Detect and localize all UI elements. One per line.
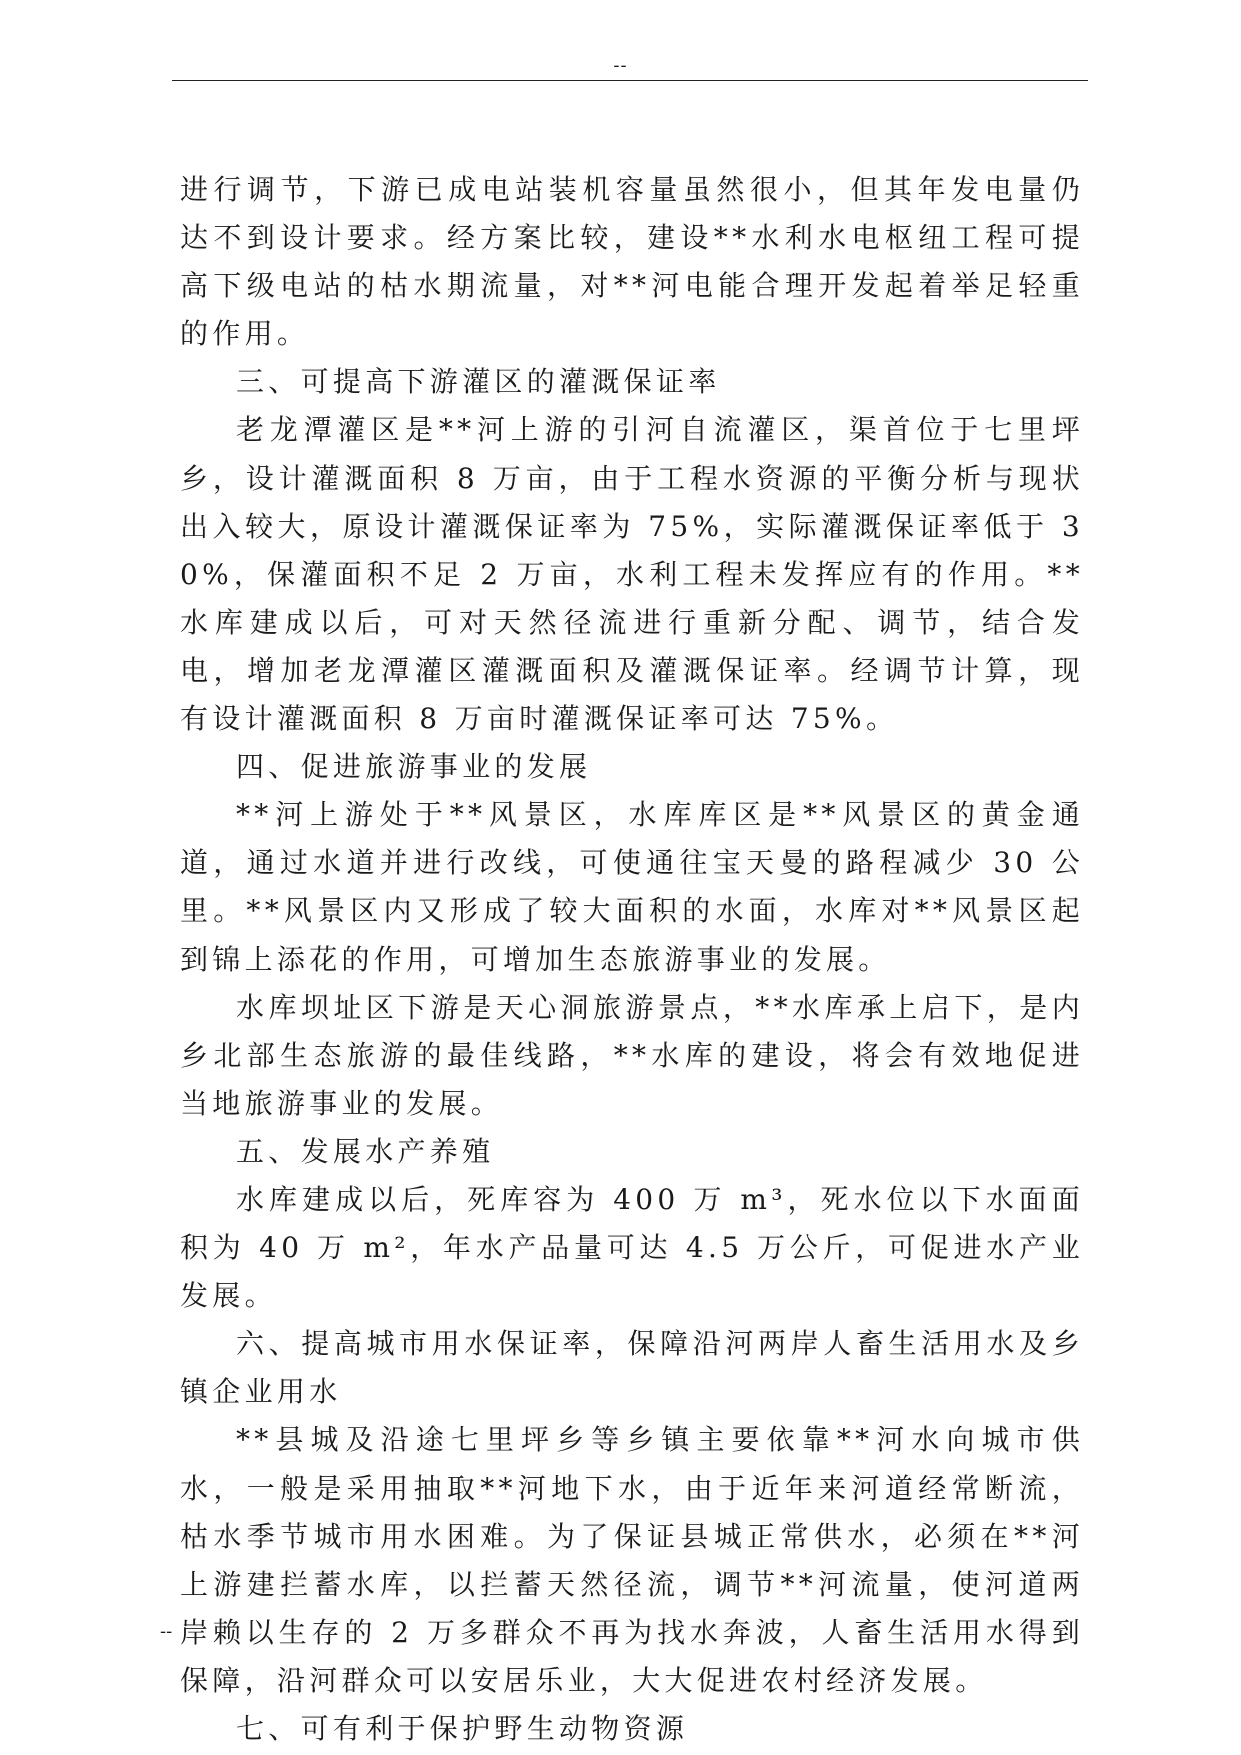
section-heading-6: 六、提高城市用水保证率，保障沿河两岸人畜生活用水及乡镇企业用水 xyxy=(180,1327,1084,1409)
section-heading-3: 三、可提高下游灌区的灌溉保证率 xyxy=(236,365,721,399)
header-divider xyxy=(172,80,1088,81)
paragraph-tourism-2: 水库坝址区下游是天心洞旅游景点，**水库承上启下，是内乡北部生态旅游的最佳线路，**水库的建设，将会有效地促进当地旅游事业的发展。 xyxy=(180,990,1084,1120)
paragraph-water-supply: **县城及沿途七里坪乡等乡镇主要依靠**河水向城市供水，一般是采用抽取**河地下水，由于近年来河道经常断流，枯水季节城市用水困难。为了保证县城正常供水，必须在**河上游建拦蓄水库，以拦蓄天然径流，调节**河流量，使河道两岸赖以生存的 2 万多群众不再为找水奔波，人畜生活用水得到保障，沿河群众可以安居乐业，大大促进农村经济发展。 xyxy=(180,1423,1084,1697)
section-heading-5: 五、发展水产养殖 xyxy=(236,1134,495,1168)
section-heading-7: 七、可有利于保护野生动物资源 xyxy=(236,1712,689,1745)
page-header-mark: -- xyxy=(613,55,628,76)
section-heading-4: 四、促进旅游事业的发展 xyxy=(236,750,592,784)
document-body xyxy=(180,166,1084,1753)
paragraph-continued: 进行调节，下游已成电站装机容量虽然很小，但其年发电量仍达不到设计要求。经方案比较，建设**水利水电枢纽工程可提高下级电站的枯水期流量，对**河电能合理开发起着举足轻重的作用。 xyxy=(180,173,1084,351)
paragraph-aquaculture: 水库建成以后，死库容为 400 万 m³，死水位以下水面面积为 40 万 m²，年水产品量可达 4.5 万公斤，可促进水产业发展。 xyxy=(180,1182,1084,1313)
paragraph-tourism-1: **河上游处于**风景区，水库库区是**风景区的黄金通道，通过水道并进行改线，可使通往宝天曼的路程减少 30 公里。**风景区内又形成了较大面积的水面，水库对**风景区起到锦上添花的作用，可增加生态旅游事业的发展。 xyxy=(180,798,1084,976)
paragraph-irrigation: 老龙潭灌区是**河上游的引河自流灌区，渠首位于七里坪乡，设计灌溉面积 8 万亩，由于工程水资源的平衡分析与现状出入较大，原设计灌溉保证率为 75%，实际灌溉保证率低于 30%，保灌面积不足 2 万亩，水利工程未发挥应有的作用。**水库建成以后，可对天然径流进行重新分配、调节，结合发电，增加老龙潭灌区灌溉面积及灌溉保证率。经调节计算，现有设计灌溉面积 8 万亩时灌溉保证率可达 75%。 xyxy=(180,413,1084,736)
page-footer-mark: -- xyxy=(160,1621,173,1642)
